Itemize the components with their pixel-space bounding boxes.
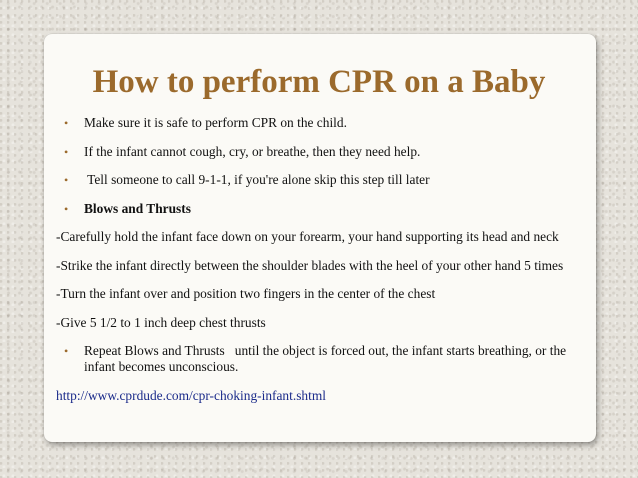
bullet-dot-icon: •	[64, 344, 69, 358]
step-text: -Strike the infant directly between the shoulder blades with the heel of your other hand 5 times	[56, 257, 564, 273]
bullet-text: If the infant cannot cough, cry, or breathe, then they need help.	[84, 143, 421, 159]
step-text: -Give 5 1/2 to 1 inch deep chest thrusts	[56, 314, 266, 330]
bullet-dot-icon: •	[64, 116, 69, 130]
bullet-dot-icon: •	[64, 201, 69, 216]
bullet-item	[64, 201, 584, 217]
section-heading: Blows and Thrusts	[84, 200, 191, 216]
bullet-text: Repeat Blows and Thrusts until the object is forced out, the infant starts breathing, or the infant becomes unconscious.	[84, 343, 570, 374]
slide-title: How to perform CPR on a Baby	[92, 64, 546, 100]
bullet-item	[64, 172, 584, 188]
source-link[interactable]: http://www.cprdude.com/cpr-choking-infant.shtml	[56, 387, 326, 403]
bullet-dot-icon: •	[64, 144, 69, 159]
step-text: -Carefully hold the infant face down on your forearm, your hand supporting its head and neck	[56, 229, 559, 244]
bullet-item	[64, 115, 584, 131]
bullet-dot-icon: •	[64, 173, 69, 187]
slide-content	[56, 115, 584, 416]
bullet-item	[64, 144, 584, 160]
bullet-item	[64, 343, 584, 375]
bullet-text: Make sure it is safe to perform CPR on the child.	[84, 115, 347, 130]
source-row	[56, 387, 584, 404]
step-text: -Turn the infant over and position two fingers in the center of the chest	[56, 286, 436, 301]
bullet-text: Tell someone to call 9-1-1, if you're alone skip this step till later	[84, 172, 430, 187]
